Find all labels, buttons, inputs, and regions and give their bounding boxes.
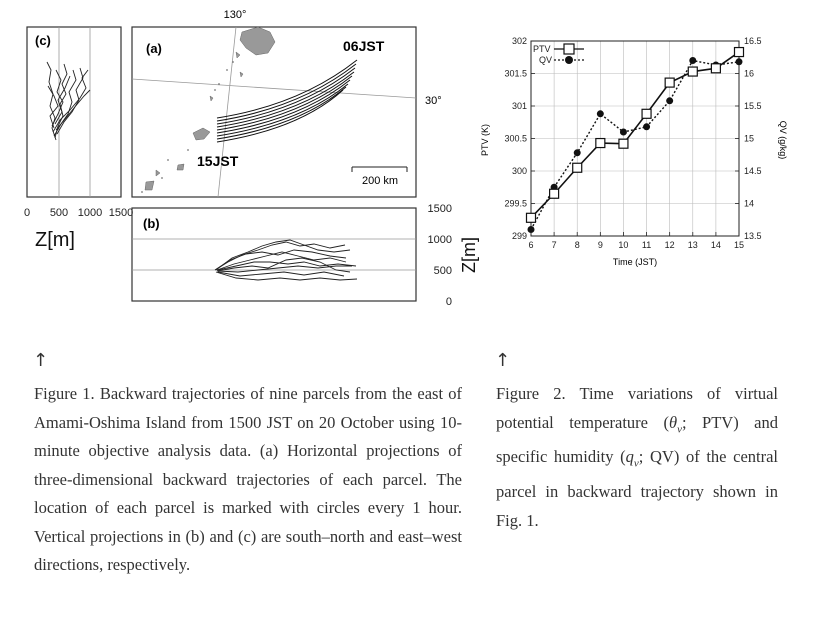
legend-marker-qv — [565, 56, 573, 64]
x-tick-label: 12 — [664, 240, 675, 250]
y-tick-label-left: 301.5 — [504, 68, 527, 79]
q-subscript: v — [633, 457, 639, 470]
y-axis-label-left: PTV (K) — [480, 123, 490, 157]
qv-point — [574, 149, 581, 156]
caption-2-suffix: ; QV) of the central parcel in backward trajectory shown in Fig. 1. — [496, 447, 779, 530]
qv-point — [643, 123, 650, 130]
y-tick-label-left: 300.5 — [504, 133, 527, 144]
panel-b-label: (b) — [143, 216, 160, 231]
b-tick: 1500 — [427, 203, 452, 215]
x-tick-label: 14 — [710, 240, 721, 250]
ptv-point — [573, 163, 582, 172]
ptv-point — [550, 189, 559, 198]
qv-point — [620, 129, 627, 136]
panel-a — [132, 9, 442, 197]
scale-bar — [352, 167, 407, 187]
legend-label-qv: QV — [539, 55, 553, 65]
ptv-point — [619, 139, 628, 148]
caption-figure-1: Figure 1. Backward trajectories of nine parcels from the east of Amami-Oshima Island from 1500 JST on 20 October using 10-minute objective analysis data. (a) Horizontal projections of three-dimensional backward trajectories of each parcel. The location of each parcel is marked with circles every 1 hour. Vertical projections in (b) and (c) are south–north and east–west directions, respectively. — [34, 384, 462, 574]
y-tick-label-right: 14 — [744, 198, 755, 209]
x-tick-label: 15 — [733, 240, 745, 250]
c-tick: 500 — [49, 207, 69, 219]
y-tick-label-left: 299 — [511, 231, 527, 241]
chart-grid — [531, 41, 739, 236]
label-06jst: 06JST — [343, 38, 385, 54]
theta-symbol: θ — [668, 412, 678, 432]
x-tick-label: 8 — [574, 240, 580, 250]
y-tick-label-left: 302 — [511, 36, 527, 46]
y-tick-label-left: 299.5 — [504, 198, 527, 209]
y-tick-label-right: 13.5 — [744, 231, 762, 241]
qv-point — [597, 110, 604, 117]
chart-ticks — [504, 36, 761, 250]
series-line-ptv — [531, 52, 739, 218]
panel-b — [132, 203, 479, 308]
horizontal-trajectories — [217, 60, 357, 142]
qv-point — [689, 57, 696, 64]
chart-series — [527, 48, 744, 233]
caption-arrow-2: ↑ — [495, 350, 511, 371]
y-tick-label-right: 16.5 — [744, 36, 762, 46]
b-tick: 500 — [433, 265, 452, 277]
x-axis-label: Time (JST) — [612, 257, 658, 267]
ptv-point — [688, 67, 697, 76]
panel-c-ticks — [24, 207, 133, 219]
panel-c-label: (c) — [35, 33, 51, 48]
y-tick-label-left: 300 — [511, 166, 527, 176]
x-tick-label: 13 — [687, 240, 698, 250]
figure-2-chart — [480, 30, 788, 300]
c-tick: 1000 — [77, 207, 103, 219]
qv-point — [736, 58, 743, 65]
panel-b-ticks — [428, 203, 452, 308]
b-tick: 1000 — [427, 234, 452, 246]
x-tick-label: 6 — [528, 240, 534, 250]
c-tick: 1500 — [108, 207, 134, 219]
b-tick: 0 — [445, 296, 452, 308]
z-axis-label-c: Z[m] — [35, 229, 75, 251]
panel-c-trajectories — [47, 62, 90, 140]
label-15jst: 15JST — [197, 153, 239, 169]
caption-2-prefix: Figure 2. Time variations of virtual potential temperature ( — [496, 384, 778, 432]
ptv-point — [665, 78, 674, 87]
theta-subscript: v — [677, 422, 682, 435]
caption-2-middle: ; PTV) and specific humidity ( — [496, 412, 778, 467]
x-tick-label: 7 — [551, 240, 557, 250]
y-tick-label-right: 14.5 — [744, 166, 762, 176]
ptv-point — [596, 139, 605, 148]
panel-a-label: (a) — [146, 41, 162, 56]
lat-label: 30° — [425, 95, 442, 107]
c-tick: 0 — [23, 207, 31, 219]
ptv-point — [642, 109, 651, 118]
y-tick-label-right: 15 — [744, 133, 755, 144]
ptv-point — [711, 64, 720, 73]
y-tick-label-left: 301 — [511, 101, 527, 111]
lon-label: 130° — [223, 9, 247, 21]
qv-point — [528, 226, 535, 233]
panel-b-trajectories — [215, 240, 357, 280]
y-axis-label-right: QV (g/kg) — [778, 120, 788, 160]
qv-point — [666, 97, 673, 104]
panel-c — [24, 27, 133, 251]
x-tick-label: 11 — [641, 240, 652, 250]
caption-figure-2 — [496, 380, 778, 535]
series-line-qv — [531, 61, 739, 230]
z-axis-label-b: Z[m] — [459, 237, 479, 273]
x-tick-label: 9 — [597, 240, 603, 250]
x-tick-label: 10 — [618, 240, 629, 250]
figure-1-trajectories — [0, 0, 490, 330]
ptv-point — [527, 213, 536, 222]
legend-label-ptv: PTV — [533, 44, 551, 54]
y-tick-label-right: 15.5 — [744, 101, 762, 111]
y-tick-label-right: 16 — [744, 68, 755, 79]
scale-label: 200 km — [361, 175, 399, 187]
legend-marker-ptv — [564, 44, 574, 54]
chart-legend — [533, 44, 584, 65]
caption-arrow-1: ↑ — [33, 350, 49, 371]
q-symbol: q — [625, 447, 634, 467]
ptv-point — [735, 48, 744, 57]
